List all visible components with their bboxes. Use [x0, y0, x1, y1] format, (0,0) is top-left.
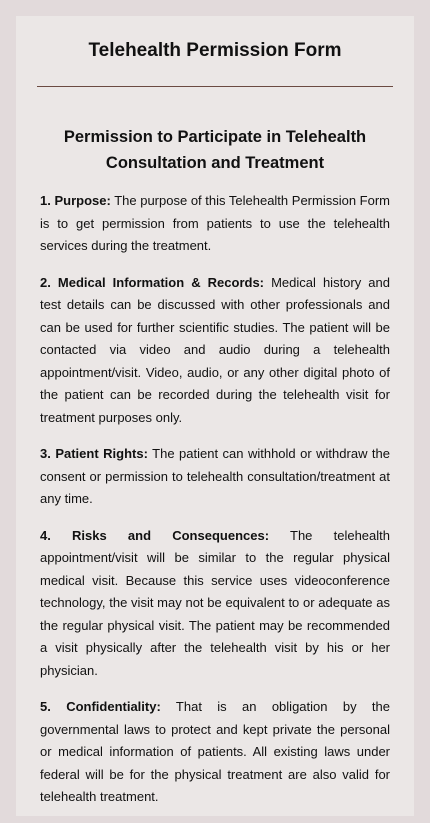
clause-title: 1. Purpose: — [40, 193, 111, 208]
clause-text: Medical history and test details can be discussed with other professionals and can be used for further scientific studies. The patient will be contacted via video and audio during a telehealth appointment/visit. Video, audio, or any other digital photo of the patient can be recorded during the telehealth visit for treatment purposes only. — [40, 274, 390, 425]
clause-confidentiality — [40, 696, 390, 809]
clause-text: That is an obligation by the governmental laws to protect and kept private the personal or medical information of patients. All existing laws under federal will be for the physical treatment are also valid for telehealth treatment. — [40, 699, 390, 804]
clause-risks — [40, 525, 390, 683]
clause-title: 2. Medical Information & Records: — [40, 274, 265, 290]
clause-title: 3. Patient Rights: — [40, 446, 148, 461]
clause-text: The telehealth appointment/visit will be similar to the regular physical medical visit. Because this service uses videoconference technology, the visit may not be equivalent to or adequate as the regular physical visit. The patient may be recommended a visit physically after the telehealth visit by his or her physician. — [40, 527, 390, 678]
clause-list — [40, 190, 390, 823]
clause-purpose — [40, 190, 390, 258]
clause-patient-rights — [40, 443, 390, 511]
clause-title: 5. Confidentiality: — [40, 699, 161, 714]
clause-title: 4. Risks and Consequences: — [40, 527, 270, 543]
section-heading: Permission to Participate in Telehealth Consultation and Treatment — [63, 128, 367, 172]
clause-text: The purpose of this Telehealth Permission Form is to get permission from patients to use the telehealth services during the treatment. — [40, 193, 391, 253]
clause-text: The patient can withhold or withdraw the consent or permission to telehealth consultation/treatment at any time. — [40, 446, 390, 506]
form-title: Telehealth Permission Form — [88, 40, 342, 61]
title-divider — [37, 86, 393, 87]
clause-medical-information — [40, 272, 390, 430]
form-card — [16, 16, 414, 816]
